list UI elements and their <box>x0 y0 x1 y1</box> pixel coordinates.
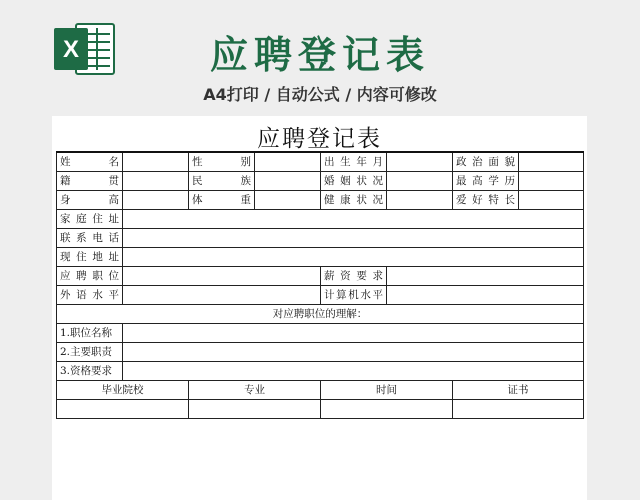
label-salary: 薪资要求 <box>321 266 387 285</box>
table-row <box>57 247 584 266</box>
field-current-address[interactable] <box>123 247 584 266</box>
field-salary[interactable] <box>387 266 584 285</box>
field-certificate[interactable] <box>453 399 584 418</box>
field-computer[interactable] <box>387 285 584 304</box>
label-language: 外语水平 <box>57 285 123 304</box>
form-sheet <box>52 116 587 500</box>
table-row <box>57 228 584 247</box>
label-position: 应聘职位 <box>57 266 123 285</box>
field-phone[interactable] <box>123 228 584 247</box>
page-subtitle: A4打印 / 自动公式 / 内容可修改 <box>203 85 437 104</box>
table-row <box>57 152 584 171</box>
field-ethnicity[interactable] <box>255 171 321 190</box>
field-birth[interactable] <box>387 152 453 171</box>
table-row <box>57 304 584 323</box>
label-job-name: 1.职位名称 <box>57 323 123 342</box>
label-height: 身高 <box>57 190 123 209</box>
field-native-place[interactable] <box>123 171 189 190</box>
field-job-name[interactable] <box>123 323 584 342</box>
label-education: 最高学历 <box>453 171 519 190</box>
field-time[interactable] <box>321 399 453 418</box>
field-language[interactable] <box>123 285 321 304</box>
form-title: 应聘登记表 <box>257 126 382 152</box>
header <box>0 0 640 116</box>
field-requirements[interactable] <box>123 361 584 380</box>
field-hobbies[interactable] <box>519 190 584 209</box>
label-native-place: 籍贯 <box>57 171 123 190</box>
field-major[interactable] <box>189 399 321 418</box>
field-education[interactable] <box>519 171 584 190</box>
label-phone: 联系电话 <box>57 228 123 247</box>
table-row <box>57 171 584 190</box>
field-height[interactable] <box>123 190 189 209</box>
field-school[interactable] <box>57 399 189 418</box>
label-health: 健康状况 <box>321 190 387 209</box>
table-row <box>57 190 584 209</box>
excel-logo-letter: X <box>62 36 80 63</box>
page-title: 应聘登记表 <box>209 33 430 77</box>
label-home-address: 家庭住址 <box>57 209 123 228</box>
field-weight[interactable] <box>255 190 321 209</box>
table-row <box>57 209 584 228</box>
table-row <box>57 399 584 418</box>
label-current-address: 现住地址 <box>57 247 123 266</box>
label-requirements: 3.资格要求 <box>57 361 123 380</box>
label-ethnicity: 民族 <box>189 171 255 190</box>
field-health[interactable] <box>387 190 453 209</box>
field-gender[interactable] <box>255 152 321 171</box>
table-row <box>57 266 584 285</box>
label-politics: 政治面貌 <box>453 152 519 171</box>
label-marital: 婚姻状况 <box>321 171 387 190</box>
label-computer: 计算机水平 <box>321 285 387 304</box>
label-birth: 出生年月 <box>321 152 387 171</box>
section-understanding: 对应聘职位的理解： <box>57 304 584 323</box>
field-name[interactable] <box>123 152 189 171</box>
field-marital[interactable] <box>387 171 453 190</box>
header-school: 毕业院校 <box>57 380 189 399</box>
label-weight: 体重 <box>189 190 255 209</box>
table-row <box>57 323 584 342</box>
table-row <box>57 285 584 304</box>
header-major: 专业 <box>189 380 321 399</box>
table-row <box>57 361 584 380</box>
table-row <box>57 380 584 399</box>
header-certificate: 证书 <box>453 380 584 399</box>
label-gender: 性别 <box>189 152 255 171</box>
field-duties[interactable] <box>123 342 584 361</box>
field-home-address[interactable] <box>123 209 584 228</box>
label-name: 姓名 <box>57 152 123 171</box>
field-politics[interactable] <box>519 152 584 171</box>
label-duties: 2.主要职责 <box>57 342 123 361</box>
header-time: 时间 <box>321 380 453 399</box>
label-hobbies: 爱好特长 <box>453 190 519 209</box>
registration-table <box>56 151 584 419</box>
field-position[interactable] <box>123 266 321 285</box>
table-row <box>57 342 584 361</box>
